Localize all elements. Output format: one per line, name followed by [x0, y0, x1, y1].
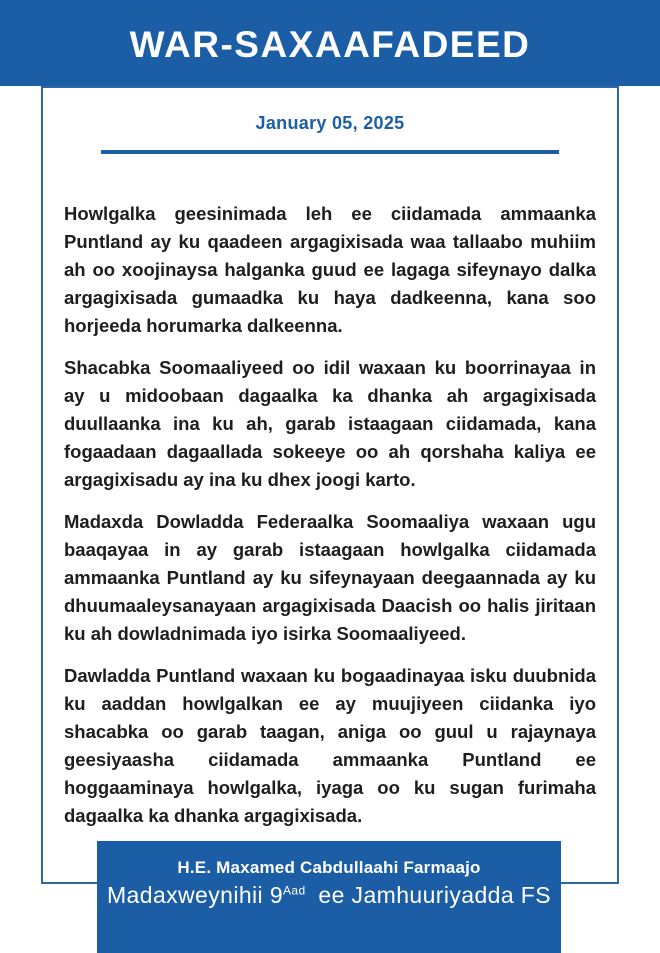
body-text: [43, 200, 617, 830]
date-label: January 05, 2025: [255, 113, 405, 133]
signature-role-superscript: Aad: [283, 883, 306, 898]
page-title: WAR-SAXAAFADEED: [129, 24, 531, 65]
date-divider: [101, 150, 559, 154]
body-paragraph: Madaxda Dowladda Federaalka Soomaaliya waxaan ugu baaqayaa in ay garab istaagaan howlgalka ciidamada ammaanka Puntland ay ku sifeynayaan deegaannada ay ku dhuumaaleysanayaan argagixisada Daacish oo halis jiritaan ku ah dowladnimada iyo isirka Soomaaliyeed.: [64, 511, 596, 644]
signature-role: [97, 882, 561, 909]
body-paragraph: Dawladda Puntland waxaan ku bogaadinayaa isku duubnida ku aaddan howlgalkan ee ay muujiyeen ciidanka iyo shacabka oo garab taagan, aniga oo guul u rajaynaya geesiyaasha ciidamada ammaanka Puntland ee hoggaaminaya howlgalka, iyaga oo ku sugan furimaha dagaalka ka dhanka argagixisada.: [64, 665, 596, 826]
body-paragraph: Shacabka Soomaaliyeed oo idil waxaan ku boorrinayaa in ay u midoobaan dagaalka ka dhanka ah argagixisada duullaanka ina ku ah, garab istaagaan ciidamada, kana fogaadaan dagaallada sokeeye oo ah qorshaha kaliya ee argagixisadu ay ina ku dhex joogi karto.: [64, 357, 596, 490]
signature-name: H.E. Maxamed Cabdullaahi Farmaajo: [177, 858, 481, 877]
signature-role-prefix: Madaxweynihii 9: [107, 882, 284, 908]
content-card: [41, 86, 619, 884]
signature-card: [97, 841, 561, 953]
signature-role-suffix: ee Jamhuuriyadda FS: [311, 882, 551, 908]
body-paragraph: Howlgalka geesinimada leh ee ciidamada ammaanka Puntland ay ku qaadeen argagixisada waa tallaabo muhiim ah oo xoojinaysa halganka guud ee lagaga sifeynayo dalka argagixisada gumaadka ku haya dadkeenna, kana soo horjeeda horumarka dalkeenna.: [64, 203, 596, 336]
press-release-header: [0, 0, 660, 86]
